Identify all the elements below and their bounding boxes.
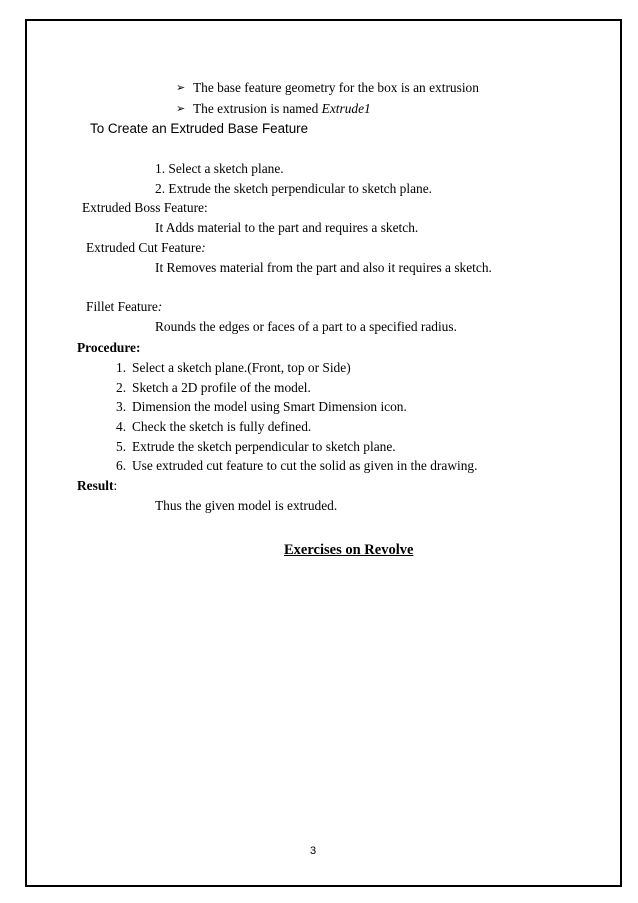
procedure-step [116, 458, 477, 474]
step-number: 4. [116, 419, 127, 434]
step-text: Use extruded cut feature to cut the solid as given in the drawing. [132, 458, 478, 473]
fillet-title-text: Fillet Feature [86, 299, 158, 314]
step-number: 2. [116, 380, 127, 395]
boss-feature-title: Extruded Boss Feature: [82, 200, 208, 215]
bullet-emphasis: Extrude1 [321, 101, 371, 116]
page-number: 3 [310, 845, 317, 857]
cut-feature-title [86, 240, 206, 256]
step-text: Dimension the model using Smart Dimension icon. [132, 399, 407, 414]
step-number: 3. [116, 399, 127, 414]
bullet-item: The base feature geometry for the box is an extrusion [193, 80, 479, 95]
arrow-bullet-icon: ➢ [176, 81, 186, 94]
cut-title-text: Extruded Cut Feature [86, 240, 202, 255]
procedure-step [116, 380, 311, 396]
cut-feature-text: It Removes material from the part and also it requires a sketch. [155, 260, 492, 275]
fillet-feature-title [86, 299, 162, 315]
result-title-text: Result [77, 478, 114, 493]
bullet-text: The extrusion is named [193, 101, 322, 116]
result-title [77, 478, 117, 494]
procedure-step [116, 439, 396, 455]
create-step: 2. Extrude the sketch perpendicular to sketch plane. [155, 181, 433, 196]
result-title-colon: : [113, 478, 118, 493]
step-text: Extrude the sketch perpendicular to sketch plane. [132, 439, 396, 454]
step-text: Check the sketch is fully defined. [132, 419, 312, 434]
arrow-bullet-icon: ➢ [176, 102, 186, 115]
step-number: 5. [116, 439, 127, 454]
cut-title-colon: : [201, 240, 206, 255]
bullet-item [193, 101, 371, 117]
result-text: Thus the given model is extruded. [155, 498, 338, 513]
fillet-feature-text: Rounds the edges or faces of a part to a specified radius. [155, 319, 457, 334]
step-text: Sketch a 2D profile of the model. [132, 380, 311, 395]
section-title: To Create an Extruded Base Feature [90, 121, 309, 136]
procedure-step [116, 360, 351, 376]
procedure-title: Procedure: [77, 340, 141, 355]
step-number: 1. [116, 360, 127, 375]
procedure-step [116, 419, 311, 435]
step-number: 6. [116, 458, 127, 473]
procedure-step [116, 399, 407, 415]
fillet-title-colon: : [157, 299, 163, 314]
boss-feature-text: It Adds material to the part and requires a sketch. [155, 220, 419, 235]
exercise-heading: Exercises on Revolve [284, 542, 414, 558]
step-text: Select a sketch plane.(Front, top or Side) [132, 360, 351, 375]
create-step: 1. Select a sketch plane. [155, 161, 284, 176]
